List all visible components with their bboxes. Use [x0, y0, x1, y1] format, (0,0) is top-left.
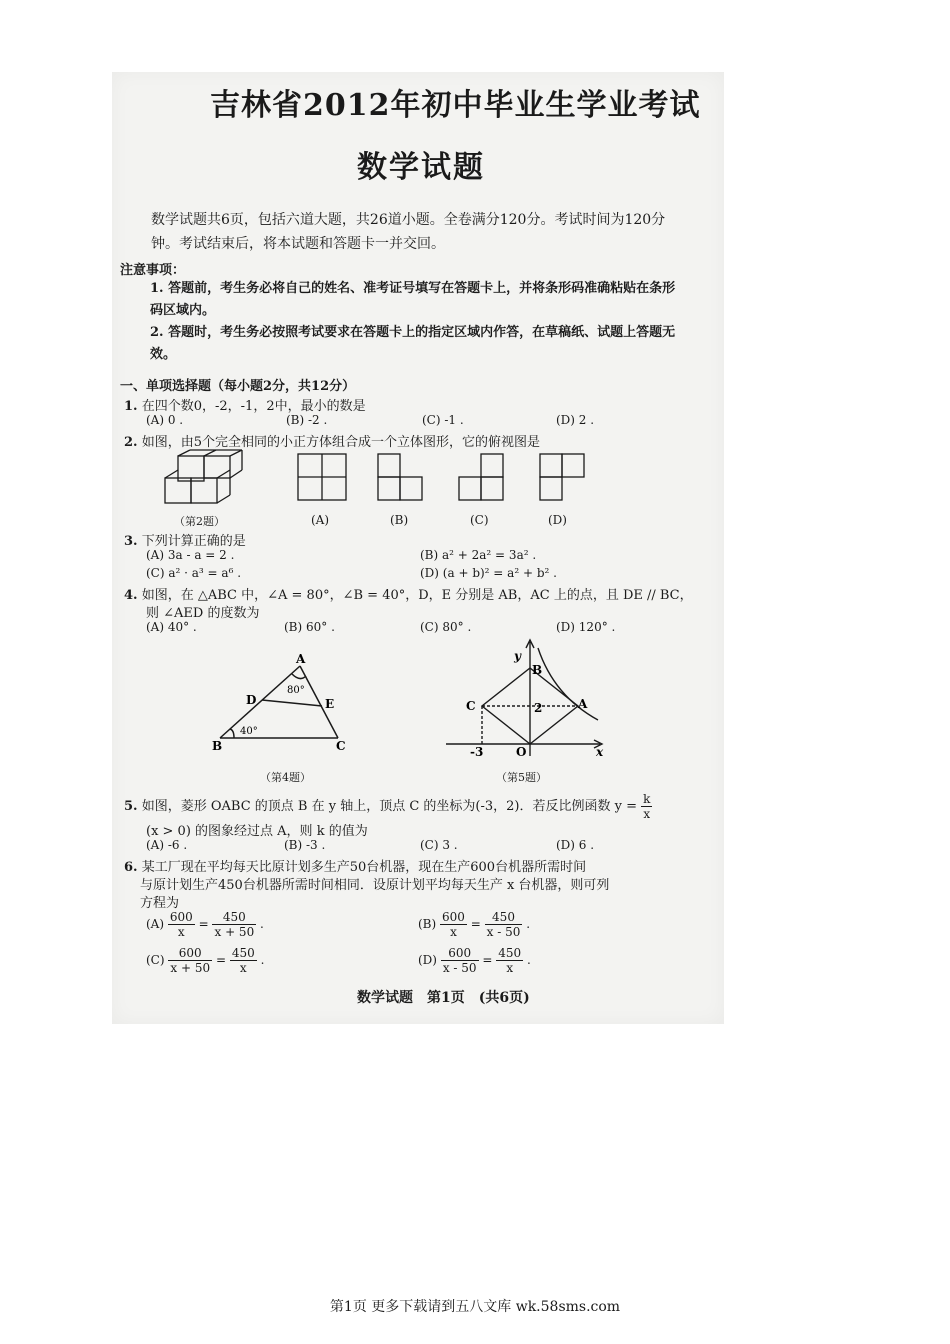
fraction: [440, 910, 467, 939]
question-5: [124, 792, 652, 821]
equals-sign: =: [198, 917, 209, 931]
intro-text: 数学试题共6页，包括六道大题，共26道小题。全卷满分120分。考试时间为120分钟。考试结束后，将本试题和答题卡一并交回。: [151, 212, 666, 252]
option-d: (D) (a + b)² = a² + b² .: [420, 566, 557, 580]
denominator: x + 50: [170, 961, 211, 975]
question-number: 2.: [124, 435, 138, 450]
fraction: [212, 910, 256, 939]
x-axis-label: x: [596, 745, 604, 759]
option-d-label: (D): [548, 513, 567, 527]
question-1: [124, 395, 366, 414]
question-text: 如图，菱形 OABC 的顶点 B 在 y 轴上，顶点 C 的坐标为(-3，2)．若反比例函数 y =: [141, 799, 637, 814]
notice-heading: 注意事项：: [120, 263, 186, 278]
numerator: 450: [498, 946, 522, 960]
figure-caption: （第5题）: [496, 771, 547, 784]
question-number: 6.: [124, 860, 138, 875]
label-c: C: [466, 699, 476, 713]
fraction: [168, 910, 195, 939]
label-a: A: [296, 652, 306, 666]
angle-a-label: 80°: [287, 685, 305, 696]
option-a: (A) 40° .: [146, 620, 197, 634]
label-d: D: [246, 693, 257, 707]
exam-subtitle: 数学试题: [357, 150, 485, 185]
option-c-view: [459, 454, 503, 500]
option-b: [418, 910, 530, 939]
coordinate-figure: [442, 638, 612, 760]
question-text: 某工厂现在平均每天比原计划多生产50台机器，现在生产600台机器所需时间: [141, 860, 587, 875]
option-b: (B) -2 .: [286, 413, 328, 427]
exam-title: 吉林省2012年初中毕业生学业考试: [210, 88, 701, 123]
option-label: (B): [418, 917, 437, 931]
question-number: 3.: [124, 534, 138, 549]
fraction: [496, 946, 523, 975]
denominator: x - 50: [486, 925, 521, 939]
numerator: 600: [168, 946, 212, 961]
option-b: (B) 60° .: [284, 620, 335, 634]
option-a-view: [298, 454, 346, 500]
angle-b-arc: [230, 729, 234, 738]
label-o: O: [516, 745, 527, 759]
equals-sign: =: [215, 953, 226, 967]
label-minus-three: -3: [470, 745, 484, 759]
option-a: (A) 3a - a = 2 .: [146, 548, 235, 562]
fraction: [168, 946, 212, 975]
option-a: (A) 0 .: [146, 413, 184, 427]
page-footer: 数学试题 第1页 (共6页): [357, 990, 530, 1006]
question-number: 5.: [124, 799, 138, 814]
question-text: 如图，在 △ABC 中，∠A = 80°，∠B = 40°，D，E 分别是 AB，AC 上的点，且 DE // BC，: [141, 588, 693, 603]
option-a-label: (A): [311, 513, 330, 527]
denominator: x: [450, 925, 457, 939]
question-text: 在四个数0，-2，-1，2中，最小的数是: [141, 399, 366, 414]
option-d: (D) 120° .: [556, 620, 616, 634]
notice-item: 2. 答题时，考生务必按照考试要求在答题卡上的指定区域内作答，在草稿纸、试题上答题无效。: [150, 325, 676, 362]
triangle-figure: [210, 652, 360, 756]
fraction-k-over-x: [641, 792, 652, 821]
option-label: (C): [146, 953, 165, 967]
question-text-cont: 方程为: [140, 896, 180, 911]
label-e: E: [325, 697, 335, 711]
option-d: [418, 946, 531, 975]
figure-caption: （第2题）: [174, 515, 225, 528]
option-b: (B) -3 .: [284, 838, 326, 852]
hyperbola-curve: [538, 648, 598, 720]
notice-item: 1. 答题前，考生务必将自己的姓名、准考证号填写在答题卡上，并将条形码准确粘贴在条形码区域内。: [150, 281, 676, 318]
equals-sign: =: [470, 917, 481, 931]
numerator: 600: [169, 910, 193, 924]
option-c-label: (C): [470, 513, 489, 527]
segment-de: [262, 700, 322, 706]
fraction: [441, 946, 479, 975]
question-4: [124, 584, 693, 603]
option-a: (A) -6 .: [146, 838, 188, 852]
denominator: x: [177, 925, 185, 939]
period: .: [260, 917, 264, 931]
option-d-view: [540, 454, 584, 500]
option-b: (B) a² + 2a² = 3a² .: [420, 548, 537, 562]
option-b-view: [378, 454, 422, 500]
question-text-cont: 与原计划生产450台机器所需时间相同．设原计划平均每天生产 x 台机器，则可列: [140, 878, 610, 893]
fraction-denominator: x: [643, 807, 651, 821]
question-number: 4.: [124, 588, 138, 603]
label-a: A: [578, 697, 588, 711]
download-footer-link[interactable]: 第1页 更多下载请到五八文库 wk.58sms.com: [329, 1299, 621, 1315]
angle-b-label: 40°: [240, 726, 258, 737]
option-c: (C) 3 .: [420, 838, 458, 852]
figure-caption: （第4题）: [260, 771, 311, 784]
question-3: [124, 530, 246, 549]
denominator: x: [506, 961, 514, 975]
question-text: 如图，由5个完全相同的小正方体组合成一个立体图形，它的俯视图是: [141, 435, 540, 450]
option-d: (D) 6 .: [556, 838, 595, 852]
denominator: x + 50: [214, 925, 255, 939]
option-c: (C) a² · a³ = a⁶ .: [146, 566, 242, 580]
label-b: B: [212, 739, 223, 753]
numerator: 450: [485, 910, 523, 925]
question-number: 1.: [124, 399, 138, 414]
period: .: [526, 917, 531, 931]
equals-sign: =: [482, 953, 493, 967]
denominator: x: [239, 961, 247, 975]
question-text-cont: 则 ∠AED 的度数为: [146, 606, 260, 621]
option-b-label: (B): [390, 513, 409, 527]
fraction-numerator: k: [643, 792, 651, 806]
option-d: (D) 2 .: [556, 413, 595, 427]
cube-stack-figure: [165, 450, 242, 503]
section-heading: 一、单项选择题（每小题2分，共12分）: [120, 379, 356, 394]
option-label: (A): [146, 917, 165, 931]
numerator: 600: [442, 910, 465, 924]
label-b: B: [532, 663, 543, 677]
period: .: [260, 953, 265, 967]
option-c: (C) -1 .: [422, 413, 464, 427]
fraction: [230, 946, 257, 975]
question-text-cont: (x > 0) 的图象经过点 A，则 k 的值为: [146, 824, 368, 839]
option-a: [146, 910, 264, 939]
label-two: 2: [534, 701, 543, 715]
option-label: (D): [418, 953, 437, 967]
option-c: (C) 80° .: [420, 620, 472, 634]
question-text: 下列计算正确的是: [141, 534, 246, 549]
label-c: C: [336, 739, 346, 753]
fraction: [485, 910, 523, 939]
period: .: [527, 953, 531, 967]
question-6: [124, 856, 586, 875]
numerator: 450: [212, 910, 256, 925]
numerator: 450: [231, 946, 255, 960]
q2-figures: [150, 448, 610, 504]
denominator: x - 50: [442, 961, 477, 975]
option-c: [146, 946, 264, 975]
y-axis-label: y: [514, 649, 521, 663]
numerator: 600: [441, 946, 479, 961]
